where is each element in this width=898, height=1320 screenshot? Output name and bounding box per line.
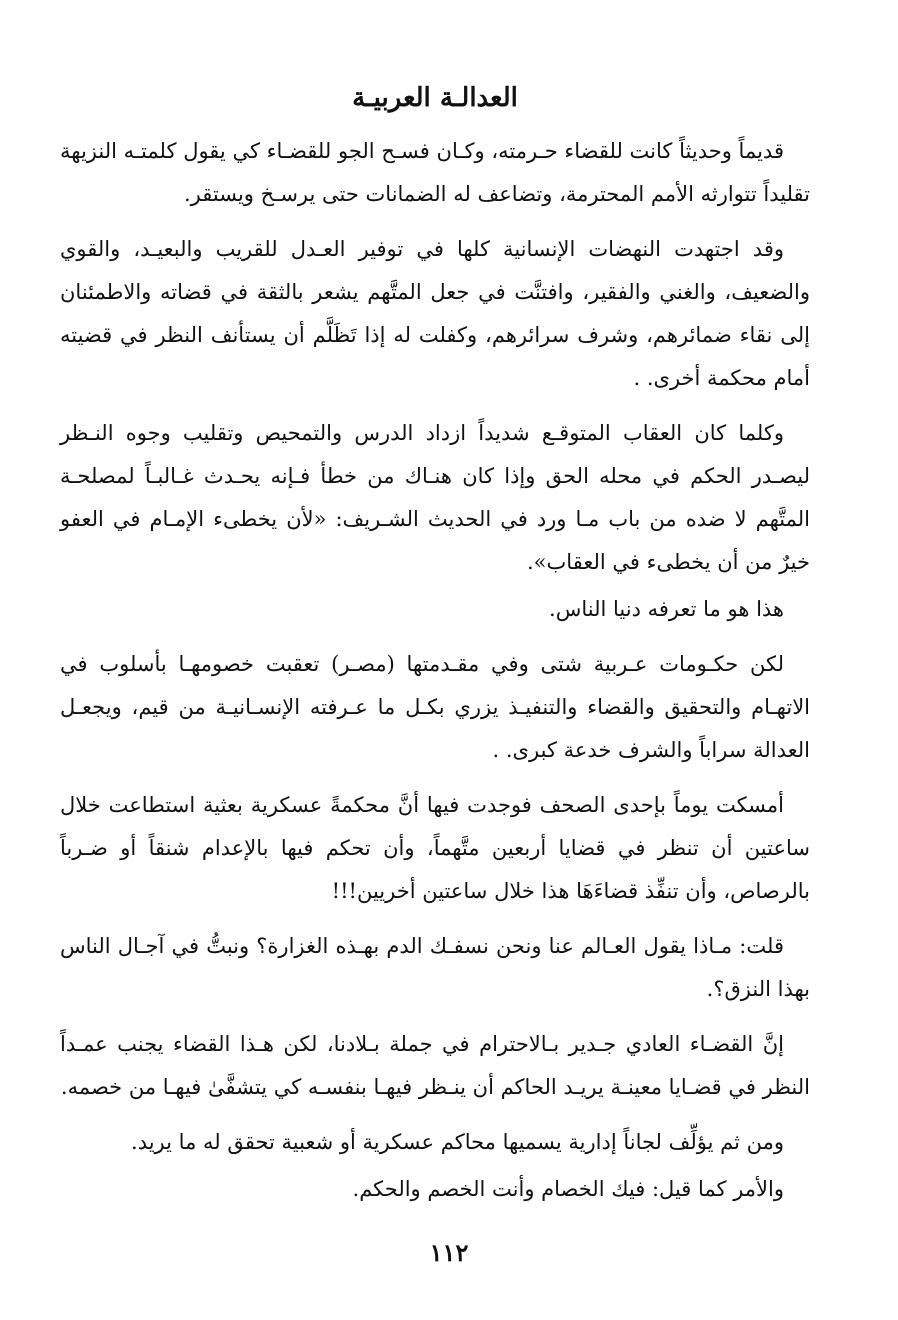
paragraph-2: وقد اجتهدت النهضات الإنسانية كلها في توفير العـدل للقريب والبعيـد، والقوي والضعيف، والغني والفقير، وافتنَّت في جعل المتَّهم يشعر بالثقة في قضاته والاطمئنان إلى نقاء ضمائرهم، وشرف سرائرهم، وكفلت له إذا تَظَلَّم أن يستأنف النظر في قضيته أمام محكمة أخرى. . bbox=[60, 237, 810, 390]
page-number: ١١٢ bbox=[429, 1238, 469, 1267]
paragraph-10: والأمر كما قيل: فيك الخصام وأنت الخصم والحكم. bbox=[352, 1177, 784, 1201]
page-title: العدالـة العربيـة bbox=[352, 83, 518, 113]
paragraph-1: قديماً وحديثاً كانت للقضاء حـرمته، وكـان فسـح الجو للقضـاء كي يقول كلمتـه النزيهة تقليداً تتوارثه الأمم المحترمة، وتضاعف له الضمانات حتى يرسـخ ويستقر. bbox=[60, 139, 810, 206]
paragraph-5: لكن حكـومات عـربية شتى وفي مقـدمتها (مصـر) تعقبت خصومهـا بأسلوب في الاتهـام والتحقيق والقضاء والتنفيـذ يزري بكـل ما عـرفته الإنسـانيـة من قيم، ويجعـل العدالة سراباً والشرف خدعة كبرى. . bbox=[60, 652, 810, 762]
paragraph-8: إنَّ القضـاء العادي جـدير بـالاحترام في جملة بـلادنا، لكن هـذا القضاء يجنب عمـداً النظر في قضـايا معينـة يريـد الحاكم أن ينـظر فيهـا بنفسـه كي يتشفَّىٰ فيهـا من خصمه. bbox=[60, 1032, 810, 1099]
paragraph-6: أمسكت يوماً بإحدى الصحف فوجدت فيها أنَّ محكمةً عسكرية بعثية استطاعت خلال ساعتين أن تنظر في قضايا أربعين متَّهماً، وأن تحكم فيها بالإعدام شنقاً أو ضـرباً بالرصاص، وأن تنفِّذ قضاءَهَا هذا خلال ساعتين أخريين!!! bbox=[60, 793, 810, 903]
paragraph-7: قلت: مـاذا يقول العـالم عنا ونحن نسفـك الدم بهـذه الغزارة؟ ونبتُّ في آجـال الناس بهذا النزق؟. bbox=[60, 934, 810, 1001]
paragraph-3: وكلما كان العقاب المتوقـع شديداً ازداد الدرس والتمحيص وتقليب وجوه النـظر ليصـدر الحكم في محله الحق وإذا كان هنـاك من خطأ فـإنه يحـدث غـالبـاً لمصلحـة المتَّهم لا ضده من باب مـا ورد في الحديث الشـريف: «لأن يخطىء الإمـام في العفو خيرٌ من أن يخطىء في العقاب». bbox=[60, 421, 810, 574]
paragraph-4: هذا هو ما تعرفه دنيا الناس. bbox=[549, 597, 784, 621]
paragraph-9: ومن ثم يؤلِّف لجاناً إدارية يسميها محاكم عسكرية أو شعبية تحقق له ما يريد. bbox=[131, 1130, 784, 1154]
